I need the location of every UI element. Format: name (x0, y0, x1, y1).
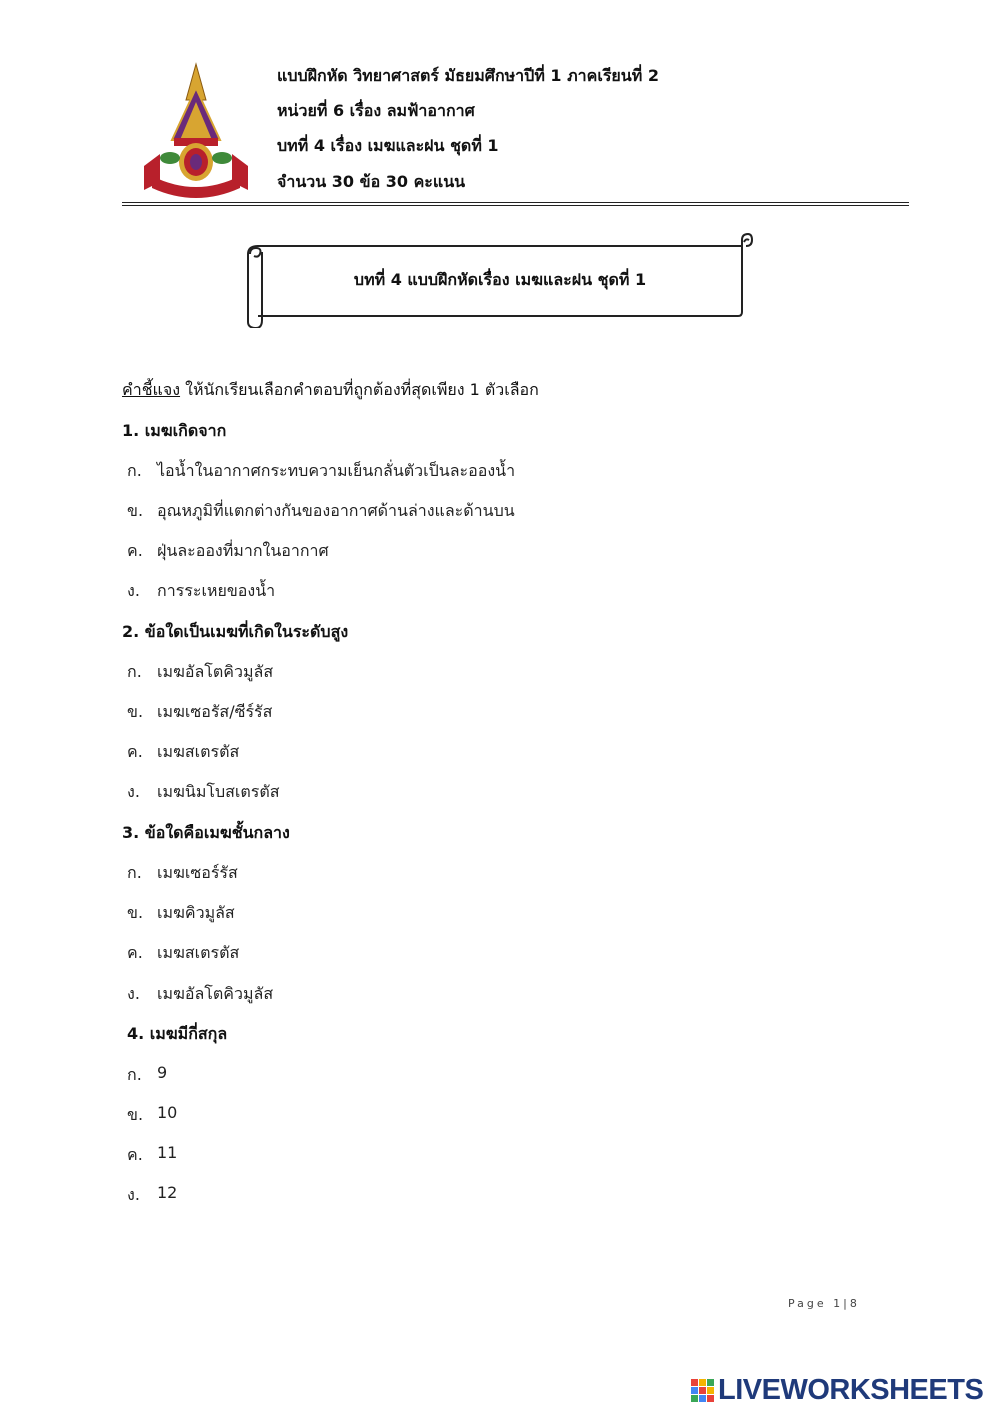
question-4-option-b-letter: ข. (127, 1105, 144, 1124)
question-4-option-a-letter: ก. (127, 1065, 142, 1084)
liveworksheets-logo-icon (690, 1374, 716, 1408)
school-logo (136, 58, 256, 198)
question-3-option-b-letter: ข. (127, 903, 144, 922)
question-3-option-a-letter: ก. (127, 863, 142, 882)
question-4-option-a[interactable]: 9 (157, 1063, 168, 1082)
instructions (122, 378, 539, 403)
banner-title: บทที่ 4 แบบฝึกหัดเรื่อง เมฆและฝน ชุดที่ 1 (353, 270, 647, 289)
question-4-option-b[interactable]: 10 (157, 1103, 178, 1122)
question-1-option-d[interactable]: การระเหยของน้ำ (157, 581, 276, 600)
question-1-option-d-letter: ง. (127, 581, 140, 600)
question-1-option-c[interactable]: ฝุ่นละอองที่มากในอากาศ (157, 541, 329, 560)
instructions-text: ให้นักเรียนเลือกคำตอบที่ถูกต้องที่สุดเพียง 1 ตัวเลือก (180, 380, 539, 399)
question-2-option-b[interactable]: เมฆเซอรัส/ซีร์รัส (157, 702, 273, 721)
question-4-option-c-letter: ค. (127, 1145, 143, 1164)
question-2-option-d[interactable]: เมฆนิมโบสเตรตัส (157, 782, 280, 801)
header-count-line: จำนวน 30 ข้อ 30 คะแนน (277, 172, 466, 191)
question-2-option-a-letter: ก. (127, 662, 142, 681)
question-1-option-a[interactable]: ไอน้ำในอากาศกระทบความเย็นกลั่นตัวเป็นละอองน้ำ (157, 461, 516, 480)
question-4-title: 4. เมฆมีกี่สกุล (127, 1024, 228, 1043)
header-unit-line: หน่วยที่ 6 เรื่อง ลมฟ้าอากาศ (277, 101, 475, 120)
question-1-option-c-letter: ค. (127, 541, 143, 560)
liveworksheets-watermark: LIVEWORKSHEETS (718, 1374, 984, 1406)
question-1-title: 1. เมฆเกิดจาก (122, 421, 227, 440)
question-1-option-b-letter: ข. (127, 501, 144, 520)
header-lesson-line: บทที่ 4 เรื่อง เมฆและฝน ชุดที่ 1 (277, 136, 499, 155)
question-2-option-b-letter: ข. (127, 702, 144, 721)
header-subject-line: แบบฝึกหัด วิทยาศาสตร์ มัธยมศึกษาปีที่ 1 ภาคเรียนที่ 2 (277, 66, 659, 85)
question-3-option-a[interactable]: เมฆเซอร์รัส (157, 863, 238, 882)
question-3-option-b[interactable]: เมฆคิวมูลัส (157, 903, 235, 922)
header-divider (122, 202, 909, 203)
question-3-option-d[interactable]: เมฆอัลโตคิวมูลัส (157, 984, 274, 1003)
question-4-option-c[interactable]: 11 (157, 1143, 178, 1162)
question-2-option-d-letter: ง. (127, 782, 140, 801)
question-1-option-a-letter: ก. (127, 461, 142, 480)
question-2-option-c[interactable]: เมฆสเตรตัส (157, 742, 240, 761)
header-divider-secondary (122, 205, 909, 206)
question-3-option-d-letter: ง. (127, 984, 140, 1003)
question-4-option-d[interactable]: 12 (157, 1183, 178, 1202)
question-3-option-c-letter: ค. (127, 943, 143, 962)
question-2-title: 2. ข้อใดเป็นเมฆที่เกิดในระดับสูง (122, 622, 349, 641)
question-2-option-c-letter: ค. (127, 742, 143, 761)
question-3-title: 3. ข้อใดคือเมฆชั้นกลาง (122, 823, 290, 842)
question-1-option-b[interactable]: อุณหภูมิที่แตกต่างกันของอากาศด้านล่างและด้านบน (157, 501, 515, 520)
question-2-option-a[interactable]: เมฆอัลโตคิวมูลัส (157, 662, 274, 681)
question-3-option-c[interactable]: เมฆสเตรตัส (157, 943, 240, 962)
page-number: Page 1|8 (788, 1297, 860, 1310)
question-4-option-d-letter: ง. (127, 1185, 140, 1204)
instructions-label: คำชี้แจง (122, 380, 181, 399)
